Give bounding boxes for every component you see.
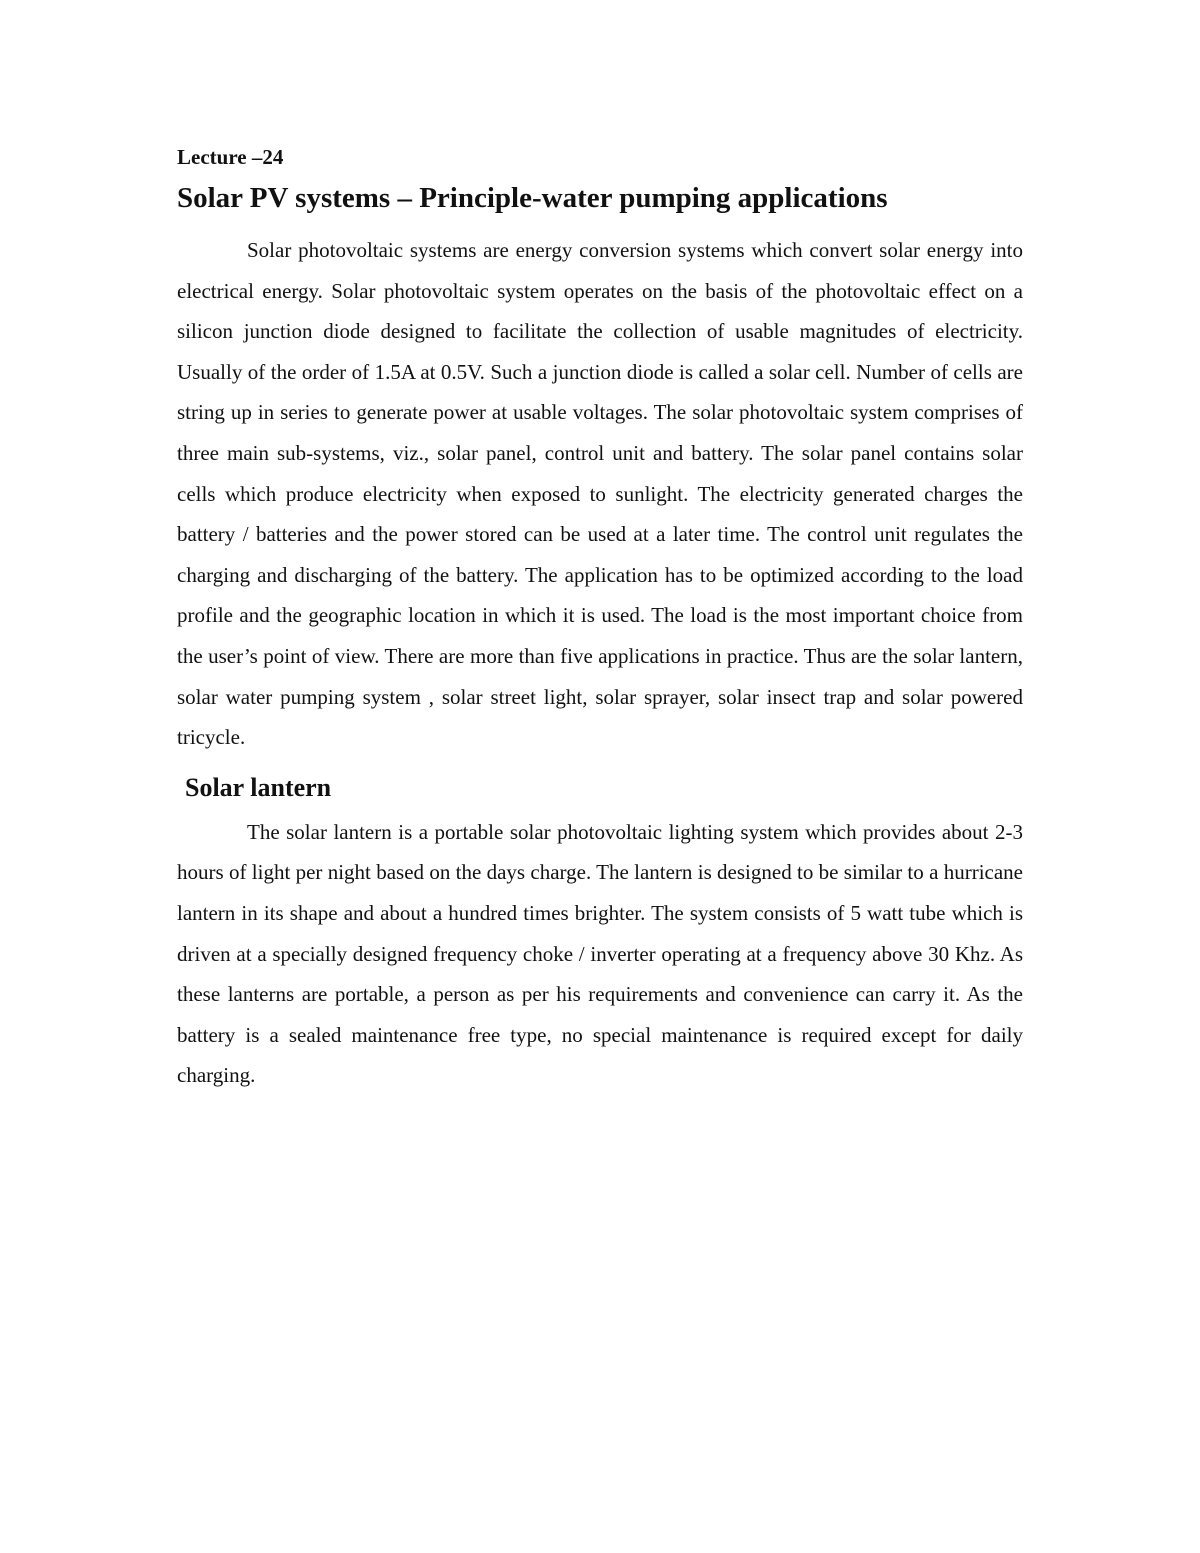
solar-lantern-paragraph: The solar lantern is a portable solar photovoltaic lighting system which provides about 2-3 hours of light per night based on the days charge. The lantern is designed to be similar to a hurricane lantern in its shape and about a hundred times brighter. The system consists of 5 watt tube which is driven at a specially designed frequency choke / inverter operating at a frequency above 30 Khz. As these lanterns are portable, a person as per his requirements and convenience can carry it. As the battery is a sealed maintenance free type, no special maintenance is required except for daily charging. xyxy=(177,819,1023,1088)
lecture-label: Lecture –24 xyxy=(177,145,284,169)
document-page xyxy=(177,140,1023,1096)
intro-paragraph: Solar photovoltaic systems are energy conversion systems which convert solar energy into electrical energy. Solar photovoltaic system operates on the basis of the photovoltaic effect on a silicon junction diode designed to facilitate the collection of usable magnitudes of electricity. Usually of the order of 1.5A at 0.5V. Such a junction diode is called a solar cell. Number of cells are string up in series to generate power at usable voltages. The solar photovoltaic system comprises of three main sub-systems, viz., solar panel, control unit and battery. The solar panel contains solar cells which produce electricity when exposed to sunlight. The electricity generated charges the battery / batteries and the power stored can be used at a later time. The control unit regulates the charging and discharging of the battery. The application has to be optimized according to the load profile and the geographic location in which it is used. The load is the most important choice from the user’s point of view. There are more than five applications in practice. Thus are the solar lantern, solar water pumping system , solar street light, solar sprayer, solar insect trap and solar powered tricycle. xyxy=(177,238,1023,750)
section-heading-solar-lantern: Solar lantern xyxy=(185,772,332,802)
page-title: Solar PV systems – Principle-water pumping applications xyxy=(177,182,888,214)
